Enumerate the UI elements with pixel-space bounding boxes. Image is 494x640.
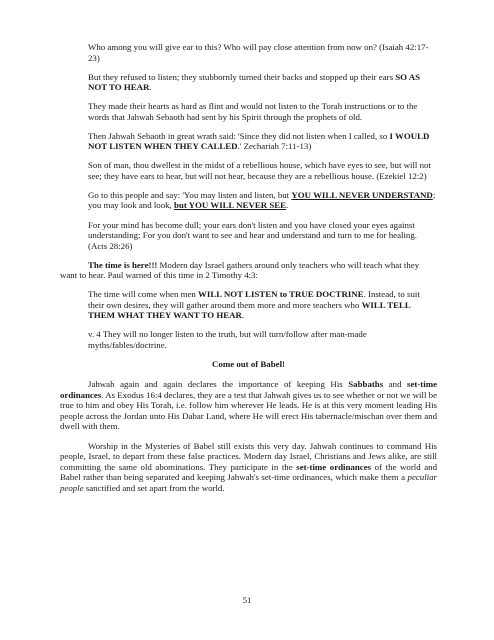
paragraph-verse-4: v. 4 They will no longer listen to the truth, but will turn/follow after man-made myths/fables/doctrine. [88,329,367,350]
paragraph-acts: For your mind has become dull; your ears don't listen and you have closed your eyes against understanding; For you don't want to see and hear and understand and turn to me for healing. (Acts 28:26) [88,219,417,251]
page-number: 51 [242,595,252,605]
paragraph-go-to-this-people: Go to this people and say: 'You may listen and listen, but YOU WILL NEVER UNDERSTAND; you may look and look, but YOU WILL NEVER SEE. [88,189,436,211]
text-column [60,42,437,502]
paragraph-worship-in-mysteries: Worship in the Mysteries of Babel still exists this very day. Jahwah continues to command His people, Israel, to depart from these false practices. Modern day Israel, Christians and Jews alike, are still committing the same old abominations. They participate in the set-time ordinances of the world and Babel rather than being separated and keeping Jahwah's set-time ordinances, which make them a peculiar people sanctified and set apart from the world. [60,440,438,493]
paragraph-isaiah: Who among you will give ear to this? Who will pay close attention from now on? (Isaiah 42:17-23) [88,42,429,63]
paragraph-time-is-here: The time is here!!! Modern day Israel gathers around only teachers who will teach what they want to hear. Paul warned of this time in 2 Timothy 4:3: [60,259,420,281]
paragraph-zechariah: Then Jahwah Sebaoth in great wrath said: 'Since they did not listen when I called, so I WOULD NOT LISTEN WHEN THEY CALLED.' Zechariah 7:11-13) [88,130,430,152]
paragraph-ezekiel: Son of man, thou dwellest in the midst of a rebellious house, which have eyes to see, but will not see; they have ears to hear, but will not hear, because they are a rebellious house. (Ezekiel 12:2) [88,160,431,181]
paragraph-hearts-as-flint: They made their hearts as hard as flint and would not listen to the Torah instructions or to the words that Jahwah Sebaoth had sent by his Spirit through the prophets of old. [88,101,418,122]
paragraph-jahwah-declares: Jahwah again and again declares the importance of keeping His Sabbaths and set-time ordinances. As Exodus 16:4 declares, they are a test that Jahwah gives us to see whether or not we will be true to him and obey His Torah, i.e. follow him wherever He leads. He is at this very moment leading His people across the Jordan unto His Dabar Land, where He will erect His tabernacle/mischan over them and dwell with them. [60,379,437,432]
section-heading: Come out of Babel! [212,358,285,369]
paragraph-refused-to-listen: But they refused to listen; they stubbornly turned their backs and stopped up their ears SO AS NOT TO HEAR. [88,71,421,93]
paragraph-timothy: The time will come when men WILL NOT LISTEN to TRUE DOCTRINE. Instead, to suit their own desires, they will gather around them more and more teachers who WILL TELL THEM WHAT THEY WANT TO HEAR. [88,289,420,321]
